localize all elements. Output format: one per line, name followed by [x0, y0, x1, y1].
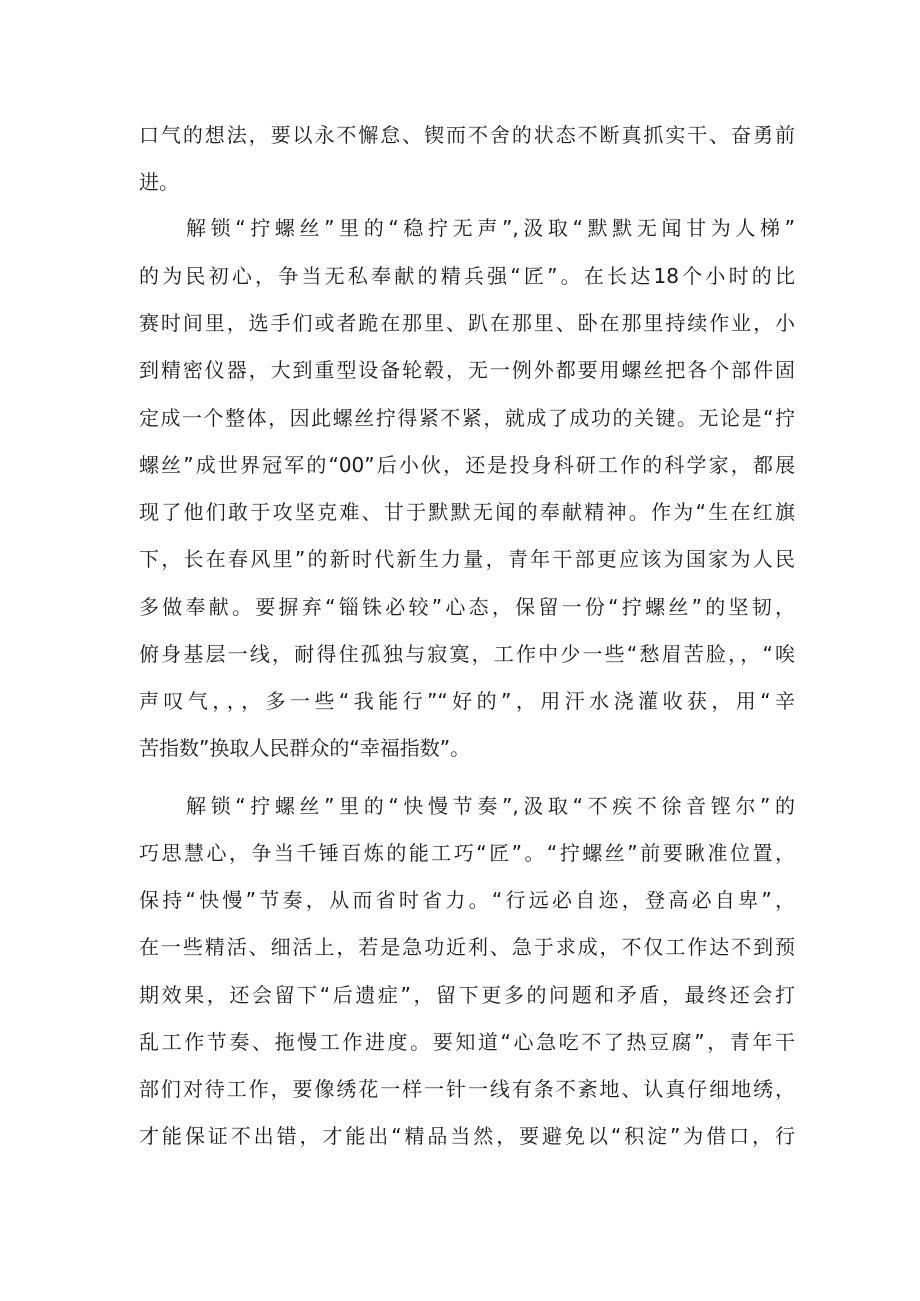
- paragraph-2-line-8: 下，长在春风里”的新时代新生力量，青年干部更应该为国家为人民: [139, 547, 795, 571]
- paragraph-3-line-8: 才能保证不出错，才能出“精品当然，要避免以“积淀”为借口，行: [139, 1124, 795, 1148]
- paragraph-3-line-3: 保持“快慢”节奏，从而省时省力。“行远必自迩，登高必自卑”，: [139, 888, 795, 912]
- paragraph-2-line-12: 苦指数”换取人民群众的“幸福指数”。: [139, 736, 471, 760]
- paragraph-3-line-1: 解锁“拧螺丝”里的“快慢节奏”,汲取“不疾不徐音铿尔”的: [186, 794, 795, 818]
- paragraph-3-line-4: 在一些精活、细活上，若是急功近利、急于求成，不仅工作达不到预: [139, 935, 795, 959]
- paragraph-1-line-1: 口气的想法，要以永不懈怠、锲而不舍的状态不断真抓实干、奋勇前: [139, 123, 795, 147]
- paragraph-2-line-4: 到精密仪器，大到重型设备轮毂，无一例外都要用螺丝把各个部件固: [139, 358, 795, 382]
- paragraph-2-line-7: 现了他们敢于攻坚克难、甘于默默无闻的奉献精神。作为“生在红旗: [139, 500, 795, 524]
- paragraph-2-line-6: 螺丝”成世界冠军的“00”后小伙，还是投身科研工作的科学家，都展: [139, 453, 795, 477]
- paragraph-3-line-6: 乱工作节奏、拖慢工作进度。要知道“心急吃不了热豆腐”，青年干: [139, 1030, 795, 1054]
- paragraph-2-line-2: 的为民初心，争当无私奉献的精兵强“匠”。在长达18个小时的比: [139, 264, 795, 288]
- paragraph-2-line-10: 俯身基层一线，耐得住孤独与寂寞，工作中少一些“愁眉苦脸，，“唉: [139, 642, 795, 666]
- paragraph-2-line-5: 定成一个整体，因此螺丝拧得紧不紧，就成了成功的关键。无论是“拧: [139, 406, 795, 430]
- paragraph-3-line-7: 部们对待工作，要像绣花一样一针一线有条不紊地、认真仔细地绣，: [139, 1077, 795, 1101]
- paragraph-2-line-11: 声叹气，，，多一些“我能行”“好的”，用汗水浇灌收获，用“辛: [139, 689, 795, 713]
- paragraph-2-line-9: 多做奉献。要摒弃“锱铢必较”心态，保留一份“拧螺丝”的坚韧，: [139, 595, 795, 619]
- paragraph-1-line-2: 进。: [139, 170, 179, 194]
- paragraph-3-line-2: 巧思慧心，争当千锤百炼的能工巧“匠”。“拧螺丝”前要瞅准位置，: [139, 841, 795, 865]
- paragraph-2-line-1: 解锁“拧螺丝”里的“稳拧无声”,汲取“默默无闻甘为人梯”: [186, 216, 795, 240]
- paragraph-3-line-5: 期效果，还会留下“后遗症”，留下更多的问题和矛盾，最终还会打: [139, 983, 795, 1007]
- paragraph-2-line-3: 赛时间里，选手们或者跪在那里、趴在那里、卧在那里持续作业，小: [139, 311, 795, 335]
